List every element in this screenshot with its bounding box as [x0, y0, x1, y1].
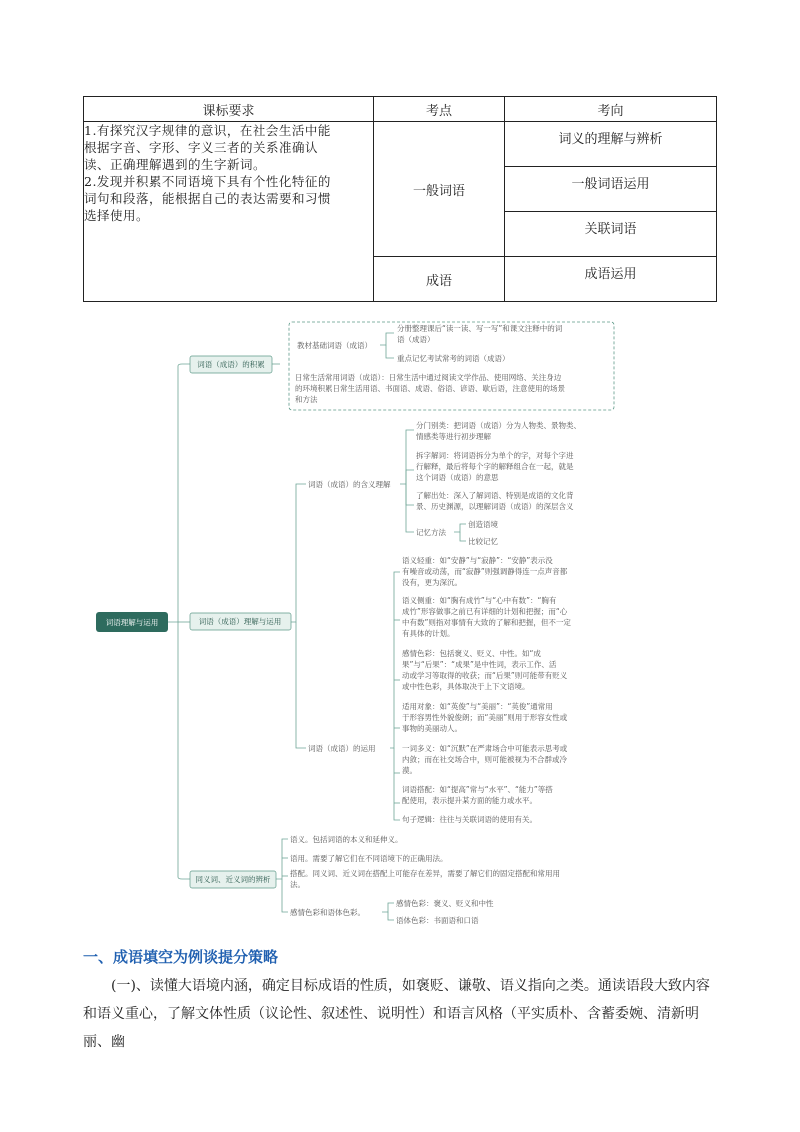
header-curriculum: 课标要求 — [84, 97, 374, 122]
memory-method: 记忆方法 — [416, 528, 446, 537]
b1-item: 分册整理课后“读一读、写一写”和课文注释中的词 — [397, 324, 563, 333]
b3-item: 语义。包括词语的本义和延伸义。 — [290, 835, 403, 844]
requirement-line: 选择使用。 — [84, 208, 150, 223]
b1-item: 重点记忆考试常考的词语（成语） — [397, 354, 510, 363]
c1-line: 分门别类：把词语（成语）分为人物类、景物类、 — [416, 421, 581, 430]
b3-item: 语用。需要了解它们在不同语境下的正确用法。 — [290, 854, 448, 863]
c1-line: 情感类等进行初步理解 — [416, 432, 491, 441]
b3-item: 搭配。同义词、近义词在搭配上可能存在差异，需要了解它们的固定搭配和常用用 — [290, 869, 560, 878]
b3-sub-item: 语体色彩：书面语和口语 — [396, 916, 479, 925]
body-paragraph: (一)、读懂大语境内涵，确定目标成语的性质，如褒贬、谦敬、语义指向之类。通读语段大致内容和语义重心，了解文体性质（议论性、叙述性、说明性）和语言风格（平实质朴、含蓄委婉、清新明丽、幽 — [83, 978, 710, 1050]
c2-line: 有噪音或动荡，而“寂静”则强调静得连一点声音都 — [402, 567, 568, 576]
daily-words-line: 的环境积累日常生活用语、书面语、成语、俗语、谚语、歇后语，注意使用的场景 — [295, 384, 565, 393]
c1-line: 行解释，最后将每个字的解释组合在一起，就是 — [416, 462, 574, 471]
c2-line: 有具体的计划。 — [402, 629, 455, 638]
textbook-words: 教材基础词语（成语） — [297, 341, 372, 350]
usage-items — [402, 555, 571, 824]
direction-cell: 成语运用 — [505, 257, 717, 302]
direction-cell: 一般词语运用 — [505, 167, 717, 212]
c2-line: 事物的美丽动人。 — [402, 724, 462, 733]
c2-line: 语义轻重：如“安静”与“寂静”：“安静”表示没 — [402, 556, 553, 565]
c1-line: 了解出处：深入了解词语、特别是成语的文化背 — [416, 491, 574, 500]
c2-line: 语义侧重：如“胸有成竹”与“心中有数”：“胸有 — [402, 596, 557, 605]
header-exam-point: 考点 — [374, 97, 505, 122]
requirement-line: 2.发现并积累不同语境下具有个性化特征的 — [84, 174, 331, 189]
c1-line: 景、历史渊源，以理解词语（成语）的深层含义 — [416, 502, 574, 511]
c2-line: 中有数”则指对事情有大致的了解和把握，但不一定 — [402, 618, 571, 627]
b3-item: 法。 — [290, 880, 305, 889]
c1-line: 拆字解词：将词语拆分为单个的字，对每个字进 — [416, 451, 574, 460]
direction-cell: 词义的理解与辨析 — [505, 122, 717, 167]
c2-line: 没有，更为深沉。 — [402, 578, 462, 587]
b3-sub-item: 感情色彩：褒义、贬义和中性 — [396, 899, 494, 908]
meaning-node: 词语（成语）的含义理解 — [308, 480, 391, 489]
c2-line: 词语搭配：如“提高”常与“水平”、“能力”等搭 — [402, 785, 553, 794]
b1-item: 语（成语） — [397, 335, 435, 344]
requirement-line: 1.有探究汉字规律的意识，在社会生活中能 — [84, 123, 331, 138]
c1-line: 这个词语（成语）的意思 — [416, 473, 499, 482]
requirement-line: 读、正确理解遇到的生字新词。 — [84, 157, 267, 172]
section-title: 一、成语填空为例谈提分策略 — [83, 948, 279, 966]
requirement-line: 根据字音、字形、字义三者的关系准确认 — [84, 140, 319, 155]
b3-sub: 感情色彩和语体色彩。 — [290, 908, 365, 917]
c2-line: 于形容男性外貌俊朗；而“美丽”则用于形容女性或 — [402, 713, 568, 722]
c2-line: 成竹”形容做事之前已有详细的计划和把握；而“心 — [402, 607, 568, 616]
c2-line: 一词多义：如“沉默”在严肃场合中可能表示思考或 — [402, 744, 568, 753]
c2-line: 句子逻辑：往往与关联词语的使用有关。 — [402, 815, 537, 824]
memory-item: 比较记忆 — [468, 537, 498, 546]
memory-item: 创造语境 — [468, 520, 498, 529]
c2-line: 动或学习等取得的收获；而“后果”则可能带有贬义 — [402, 671, 568, 680]
c2-line: 或中性色彩，具体取决于上下文语境。 — [402, 682, 530, 691]
c2-line: 果”与“后果”：“成果”是中性词，表示工作、活 — [402, 660, 557, 669]
point-general: 一般词语 — [374, 122, 505, 257]
direction-cell: 关联词语 — [505, 212, 717, 257]
header-direction: 考向 — [505, 97, 717, 122]
usage-node: 词语（成语）的运用 — [308, 744, 376, 753]
c2-line: 感情色彩：包括褒义、贬义、中性。如“成 — [402, 649, 541, 658]
c2-line: 配使用，表示提升某方面的能力或水平。 — [402, 796, 537, 805]
branch-label: 词语（成语）的积累 — [197, 360, 265, 369]
c2-line: 漠。 — [402, 766, 417, 775]
branch-label: 同义词、近义词的辨析 — [195, 875, 271, 884]
daily-words-line: 日常生活常用词语（成语）：日常生活中通过阅读文学作品、使用网络、关注身边 — [295, 373, 562, 382]
requirement-line: 词句和段落，能根据自己的表达需要和习惯 — [84, 191, 332, 206]
root-label: 词语理解与运用 — [105, 618, 159, 627]
daily-words-line: 和方法 — [295, 395, 318, 404]
c2-line: 适用对象：如“英俊”与“美丽”：“英俊”通常用 — [402, 702, 553, 711]
c2-line: 内敛；而在社交场合中，则可能被视为不合群或冷 — [402, 755, 567, 764]
branch-label: 词语（成语）理解与运用 — [198, 617, 282, 626]
point-idiom: 成语 — [374, 257, 505, 302]
